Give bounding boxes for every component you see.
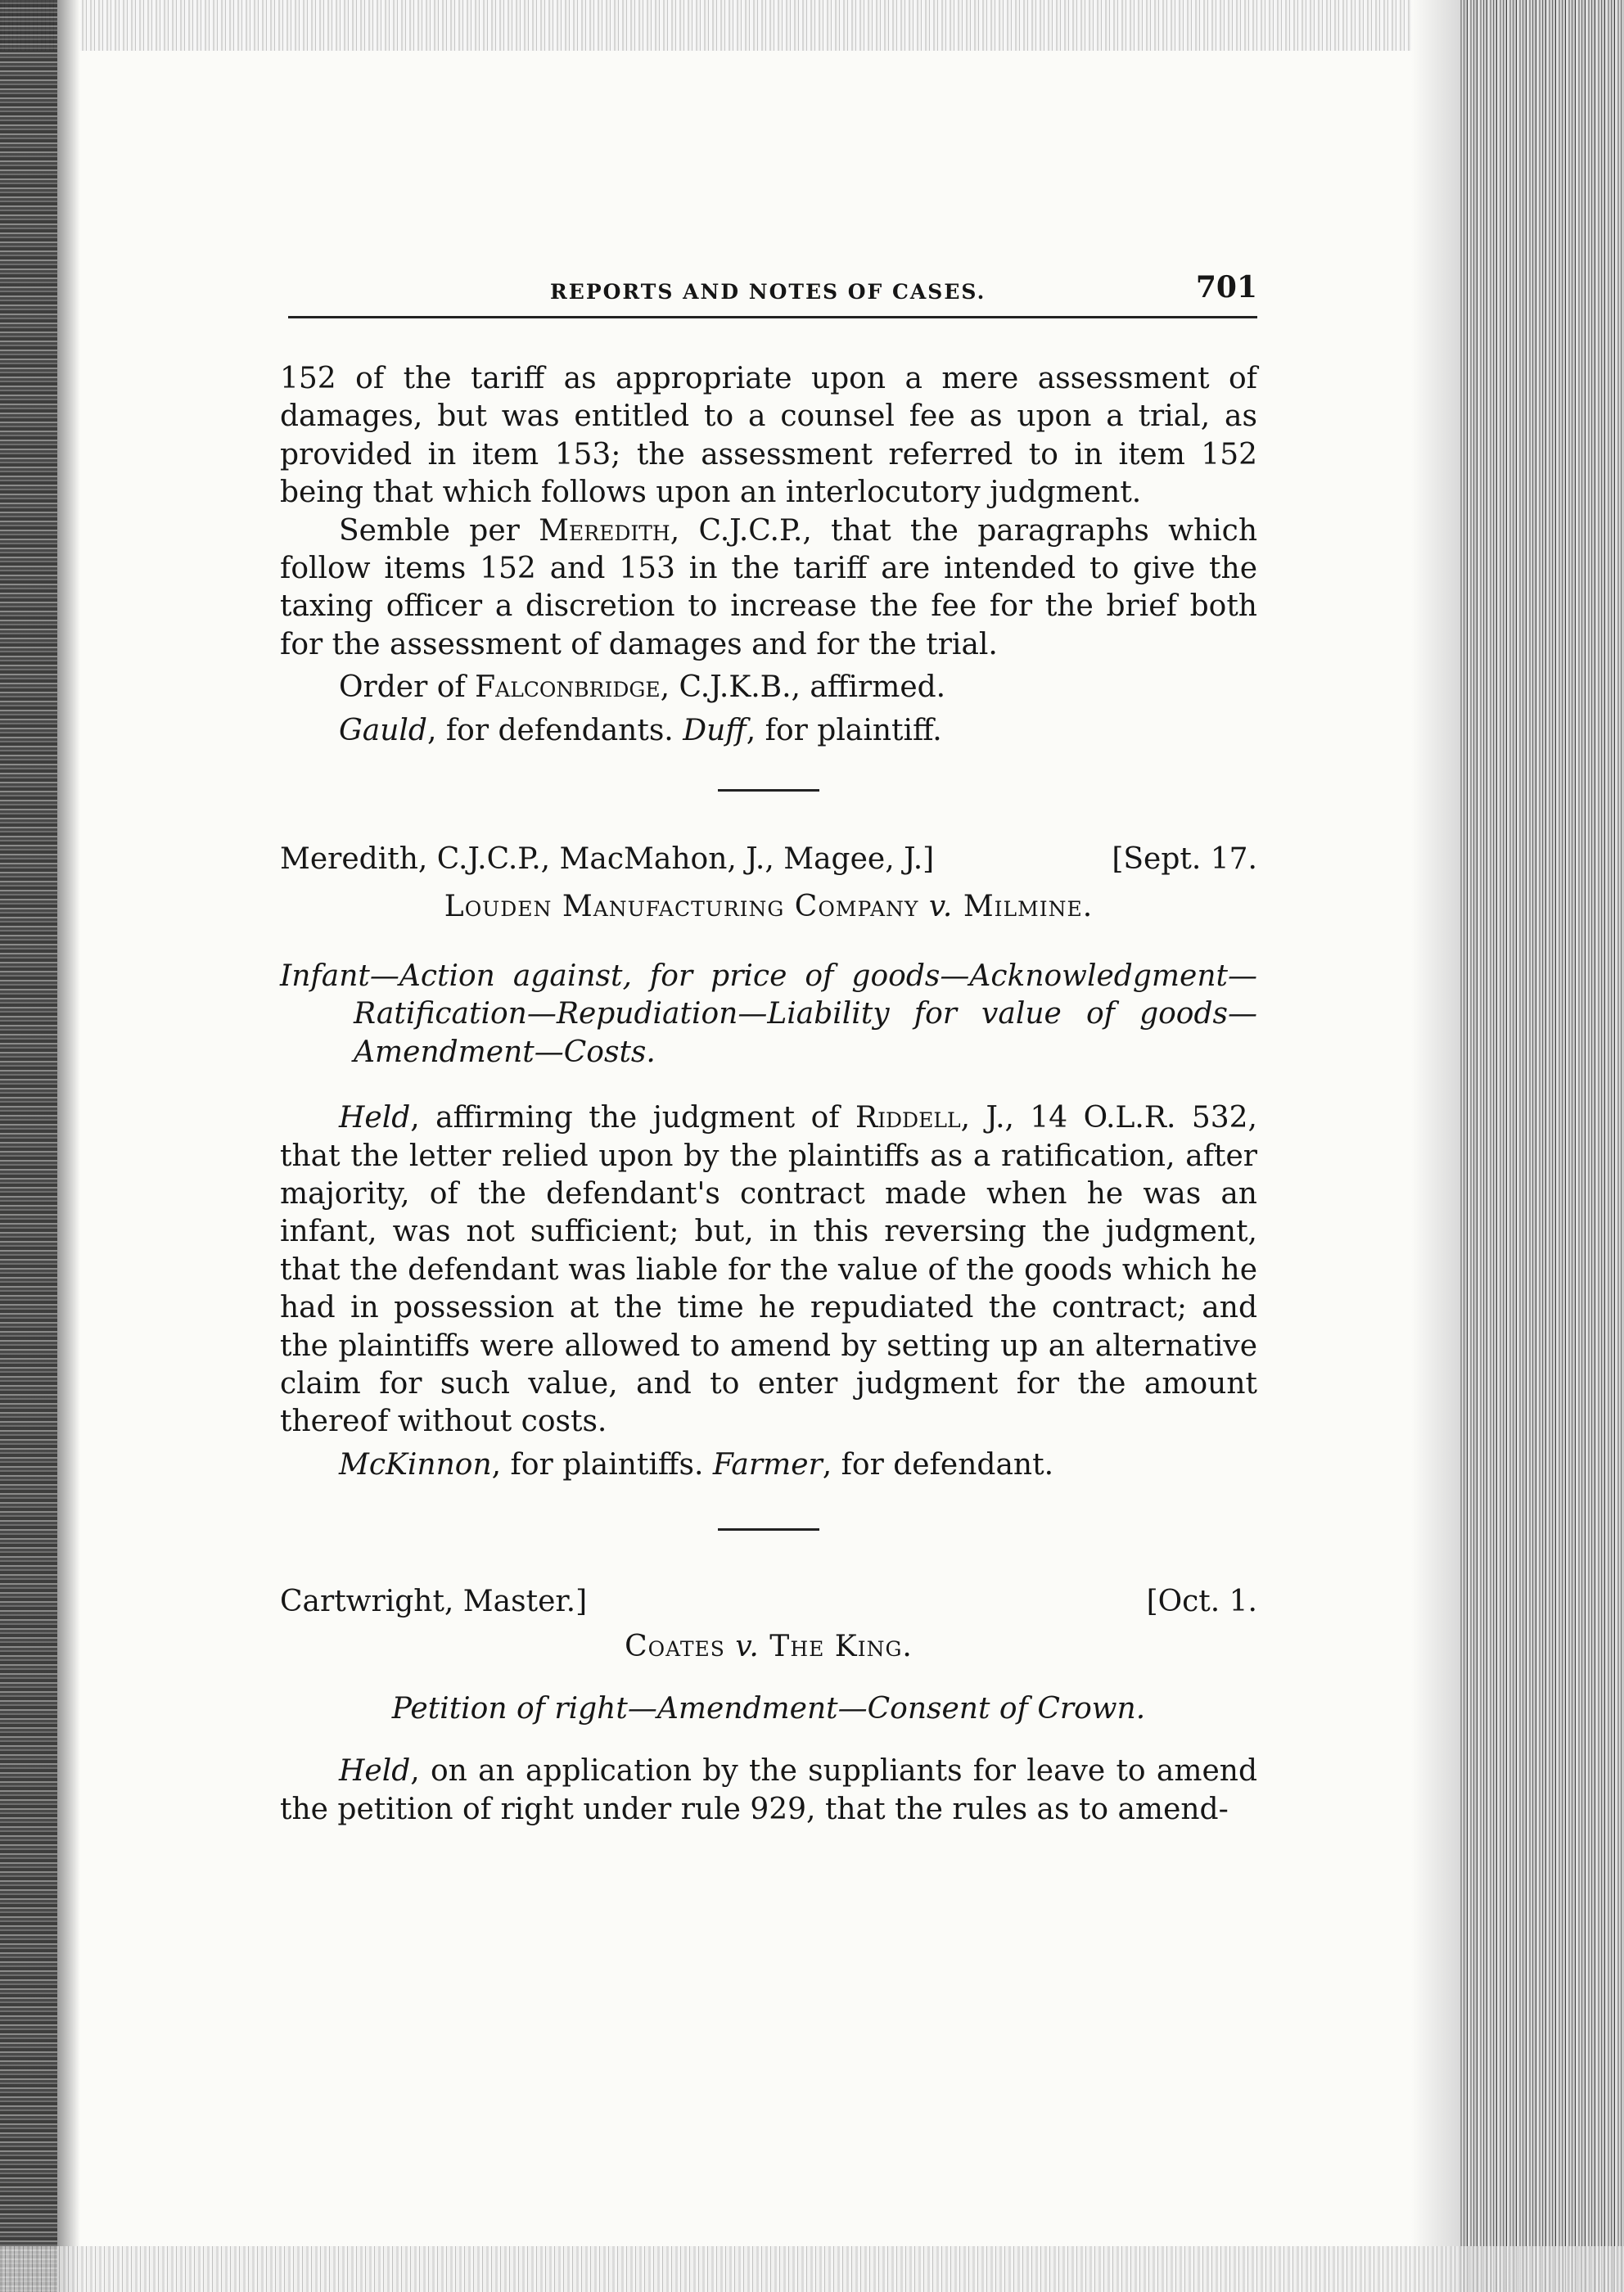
case3-headnote: Petition of right—Amendment—Consent of Crown. [391,1691,1146,1726]
text-run: , for plaintiffs. [491,1447,713,1482]
case3-held [280,1753,1257,1829]
text-run: Order of [339,670,476,705]
text-run: , C.J.C.P., that the paragraphs which follow items 152 and 153 in the tariff are intended to give the taxing officer a discretion to increase the fee for the brief both for the assessment of damages and for the trial. [280,513,1257,661]
page-stack-edge [1460,0,1624,2292]
judge-name: Riddell [855,1101,961,1135]
decision-date: [Sept. 17. [1112,842,1257,877]
counsel-name: Gauld [339,713,427,747]
spine-gradient [57,0,80,2292]
running-head: REPORTS AND NOTES OF CASES. [550,280,986,304]
counsel-name: Farmer [712,1447,823,1482]
party-names: The King. [759,1629,913,1663]
scan-edge-top [0,0,1624,51]
text-run: , affirming the judgment of [410,1101,856,1135]
case2-headnote: Infant—Action against, for price of goods—Acknowledgment—Ratification—Repudiation—Liability for value of goods—Amendment—Costs. [280,959,1257,1069]
book-spine-shadow [0,0,57,2292]
case1-order [280,669,1257,706]
case2-title [280,888,1257,926]
text-run: , C.J.K.B., affirmed. [660,670,946,705]
judge-name: Falconbridge [475,670,661,705]
case1-semble [280,512,1257,665]
case1-counsel [280,712,1257,750]
page-body [280,360,1257,1829]
decision-date: [Oct. 1. [1146,1585,1257,1619]
scan-edge-bottom [0,2246,1624,2292]
versus: v. [928,890,954,924]
text-run: , for plaintiff. [746,713,942,747]
text-run: , for defendants. [426,713,683,747]
judge-name: Meredith [539,513,670,548]
bench: Meredith, C.J.C.P., MacMahon, J., Magee, J.] [280,842,935,877]
case3-bench-line [280,1583,1257,1621]
party-names: Louden Manufacturing Company [444,890,929,924]
case-separator [718,789,819,792]
versus: v. [735,1629,760,1663]
text-run: , for defendant. [822,1447,1054,1482]
held-word: Held [339,1754,411,1789]
text-run: Semble per [339,513,539,548]
header-rule [288,316,1257,318]
held-word: Held [339,1101,411,1135]
text-run: , on an application by the suppliants for leave to amend the petition of right under rule 929, that the rules as to amend- [280,1754,1257,1826]
party-names: Milmine. [953,890,1094,924]
bench: Cartwright, Master.] [280,1585,588,1619]
case2-bench-line [280,841,1257,878]
party-names: Coates [625,1629,736,1663]
counsel-name: McKinnon [339,1447,492,1482]
text-run: , J., 14 O.L.R. 532, that the letter relied upon by the plaintiffs as a ratification, after majority, of the defendant's contract made when he was an infant, was not sufficient; but, in this reversing the judgment, that the defendant was liable for the value of the goods which he had in possession at the time he repudiated the contract; and the plaintiffs were allowed to amend by setting up an alternative claim for such value, and to enter judgment for the amount thereof without costs. [280,1101,1257,1439]
case-separator [718,1528,819,1531]
case1-paragraph: 152 of the tariff as appropriate upon a mere assessment of damages, but was entitled to a counsel fee as upon a trial, as provided in item 153; the assessment referred to in item 152 being that which follows upon an interlocutory judgment. [280,362,1257,510]
case3-title [280,1628,1257,1666]
page-number: 701 [1195,270,1257,305]
page-header [288,270,1257,311]
case2-held [280,1099,1257,1442]
counsel-name: Duff [683,713,747,747]
case2-counsel [280,1446,1257,1484]
page-edge-fade [1411,0,1460,2292]
